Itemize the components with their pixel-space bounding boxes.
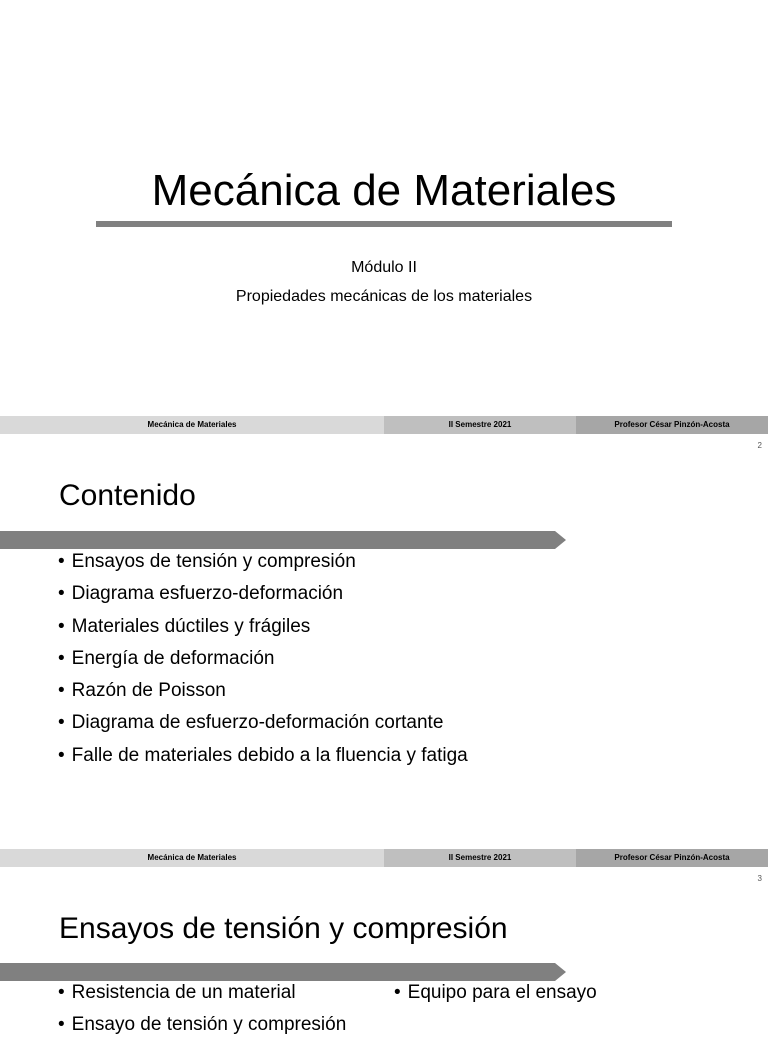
module-label: Módulo II — [351, 259, 417, 276]
list-item: • Razón de Poisson — [58, 675, 468, 707]
slide-footer — [0, 849, 768, 867]
footer-term: II Semestre 2021 — [384, 849, 576, 867]
title-slide — [0, 0, 768, 416]
list-item: • Ensayos de tensión y compresión — [58, 546, 468, 578]
footer-course: Mecánica de Materiales — [0, 849, 384, 867]
list-item: • Energía de deformación — [58, 643, 468, 675]
slide-title: Mecánica de Materiales — [151, 166, 617, 215]
right-bullet-list — [394, 977, 597, 1009]
footer-course: Mecánica de Materiales — [0, 416, 384, 434]
list-item: • Diagrama esfuerzo-deformación — [58, 578, 468, 610]
contents-list — [58, 546, 468, 772]
contents-slide — [0, 434, 768, 849]
list-item: • Diagrama de esfuerzo-deformación cortante — [58, 707, 468, 739]
list-item: • Materiales dúctiles y frágiles — [58, 611, 468, 643]
slide-footer — [0, 416, 768, 434]
page-number: 2 — [757, 441, 762, 450]
footer-professor: Profesor César Pinzón-Acosta — [576, 416, 768, 434]
footer-professor: Profesor César Pinzón-Acosta — [576, 849, 768, 867]
list-item: • Ensayo de tensión y compresión — [58, 1009, 346, 1041]
page-number: 3 — [757, 874, 762, 883]
slide-heading: Ensayos de tensión y compresión — [59, 912, 508, 945]
module-topic: Propiedades mecánicas de los materiales — [235, 288, 533, 305]
list-item: • Falle de materiales debido a la fluencia y fatiga — [58, 740, 468, 772]
footer-term: II Semestre 2021 — [384, 416, 576, 434]
list-item: • Resistencia de un material — [58, 977, 346, 1009]
left-bullet-list — [58, 977, 346, 1042]
tests-slide — [0, 867, 768, 1036]
list-item: • Equipo para el ensayo — [394, 977, 597, 1009]
title-underline — [96, 221, 672, 227]
slide-heading: Contenido — [59, 479, 196, 512]
